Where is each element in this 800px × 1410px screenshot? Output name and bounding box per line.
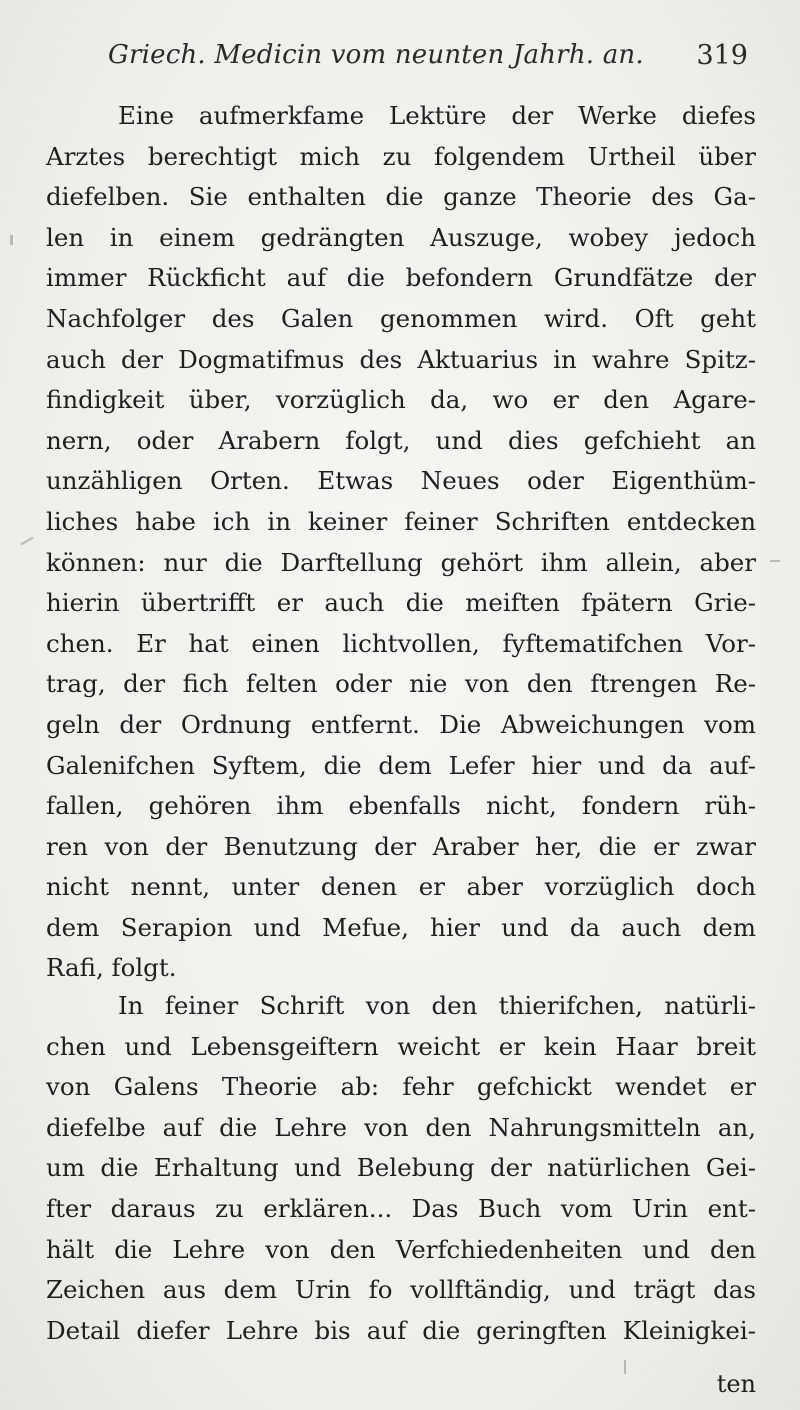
text-line: Eine aufmerkfame Lektüre der Werke diefes [118,101,756,130]
text-line: Nachfolger des Galen genommen wird. Oft geht [46,303,756,333]
text-line: chen. Er hat einen lichtvollen, fyftematifchen Vor- [46,628,756,658]
text-line: diefelben. Sie enthalten die ganze Theorie des Ga- [46,182,756,212]
text-line: trag, der fich felten oder nie von den ftrengen Re- [46,669,756,699]
text-line: Detail diefer Lehre bis auf die geringften Kleinigkei- [46,1315,756,1345]
text-line: geln der Ordnung entfernt. Die Abweichungen vom [46,709,756,739]
catchword: ten [716,1370,756,1398]
text-line: hält die Lehre von den Verfchiedenheiten und den [46,1234,756,1264]
page-header [108,40,748,80]
text-line: Zeichen aus dem Urin fo vollftändig, und trägt das [46,1275,756,1305]
text-line: Arztes berechtigt mich zu folgendem Urtheil über [46,141,756,171]
text-line: findigkeit über, vorzüglich da, wo er den Agare- [46,385,756,415]
text-line: diefelbe auf die Lehre von den Nahrungsmitteln an, [46,1112,756,1142]
text-line: immer Rückficht auf die befondern Grundfätze der [46,263,756,293]
text-line: liches habe ich in keiner feiner Schriften entdecken [46,506,756,536]
text-line: Rafi, folgt. [46,953,177,983]
text-line: hierin übertrifft er auch die meiften fpätern Grie- [46,588,756,618]
paper-mark [20,537,33,546]
text-line: fallen, gehören ihm ebenfalls nicht, fondern rüh- [46,791,756,821]
text-line: chen und Lebensgeiftern weicht er kein Haar breit [46,1031,756,1061]
text-line: dem Serapion und Mefue, hier und da auch dem [46,912,756,942]
text-line: len in einem gedrängten Auszuge, wobey jedoch [46,222,756,252]
text-line: ren von der Benutzung der Araber her, die er zwar [46,831,756,861]
text-line: In feiner Schrift von den thierifchen, natürli- [118,991,756,1020]
paper-mark [624,1360,626,1374]
text-line: auch der Dogmatifmus des Aktuarius in wahre Spitz- [46,344,756,374]
text-line: um die Erhaltung und Belebung der natürlichen Gei- [46,1153,756,1183]
text-line: können: nur die Darftellung gehört ihm allein, aber [46,547,756,577]
paragraph-1 [46,96,756,989]
running-title: Griech. Medicin vom neunten Jahrh. an. [108,40,644,70]
text-line: unzähligen Orten. Etwas Neues oder Eigenthüm- [46,466,756,496]
text-line: nern, oder Arabern folgt, und dies gefchieht an [46,425,756,455]
text-line: fter daraus zu erklären... Das Buch vom Urin ent- [46,1193,756,1223]
text-line: von Galens Theorie ab: fehr gefchickt wendet er [46,1072,756,1102]
text-line: Galenifchen Syftem, die dem Lefer hier und da auf- [46,750,756,780]
page-number: 319 [696,40,748,71]
paragraph-2 [46,986,756,1351]
paper-mark [770,560,780,562]
paper-mark [10,235,13,245]
text-line: nicht nennt, unter denen er aber vorzüglich doch [46,872,756,902]
